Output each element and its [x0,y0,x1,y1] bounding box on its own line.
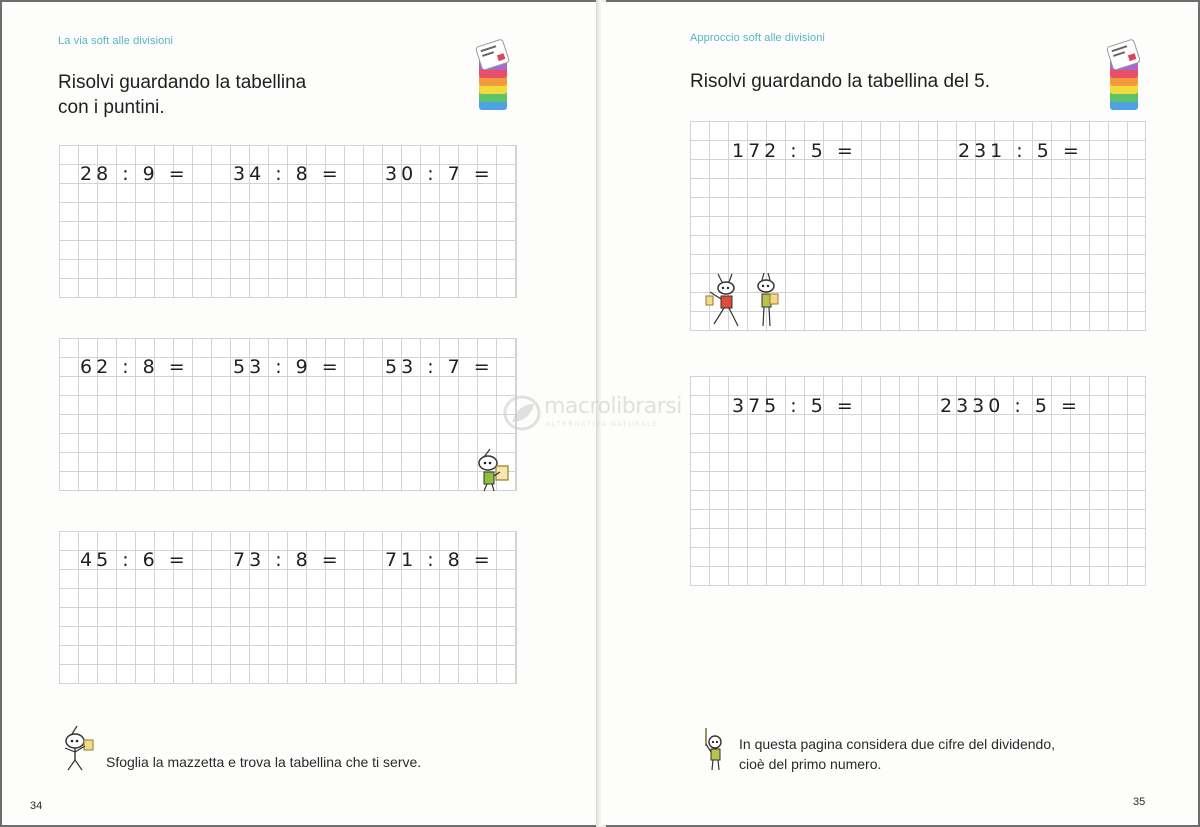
stick-figure-icon [60,724,98,772]
division-operation: 45 : 6 = [80,549,189,571]
watermark-name: macrolibrarsi [544,394,682,419]
running-head-left: La via soft alle divisioni [58,35,174,47]
stick-figure-icon [474,446,514,492]
exercise-title: Risolvi guardando la tabellina del 5. [690,71,990,92]
footnote: Sfoglia la mazzetta e trova la tabellina che ti serve. [106,754,422,770]
footnote-line-1: In questa pagina considera due cifre del dividendo, [739,736,1055,752]
title-line-1: Risolvi guardando la tabellina [58,72,307,93]
title-line-2: con i puntini. [58,97,165,118]
division-operation: 71 : 8 = [385,549,494,571]
division-operation: 28 : 9 = [80,163,189,185]
leaf-logo-icon [502,394,542,432]
exercise-title [58,70,306,120]
division-operation: 231 : 5 = [958,140,1083,162]
page-number: 35 [1133,796,1146,808]
watermark [500,394,710,434]
division-operation: 62 : 8 = [80,356,189,378]
footnote [739,734,1055,774]
division-operation: 375 : 5 = [732,395,857,417]
division-operation: 30 : 7 = [385,163,494,185]
division-operation: 34 : 8 = [233,163,342,185]
rainbow-card-deck-icon [1106,38,1146,114]
footnote-line-2: cioè del primo numero. [739,756,882,772]
watermark-tagline: ALTERNATIVA NATURALE [546,422,659,428]
division-operation: 172 : 5 = [732,140,857,162]
division-operation: 53 : 7 = [385,356,494,378]
division-operation: 53 : 9 = [233,356,342,378]
division-operation: 73 : 8 = [233,549,342,571]
stick-figure-icon [701,726,729,772]
running-head-right: Approccio soft alle divisioni [690,32,825,44]
page-number: 34 [30,800,43,812]
division-operation: 2330 : 5 = [940,395,1081,417]
stick-figure-icon [704,272,784,332]
rainbow-card-deck-icon [475,38,515,114]
